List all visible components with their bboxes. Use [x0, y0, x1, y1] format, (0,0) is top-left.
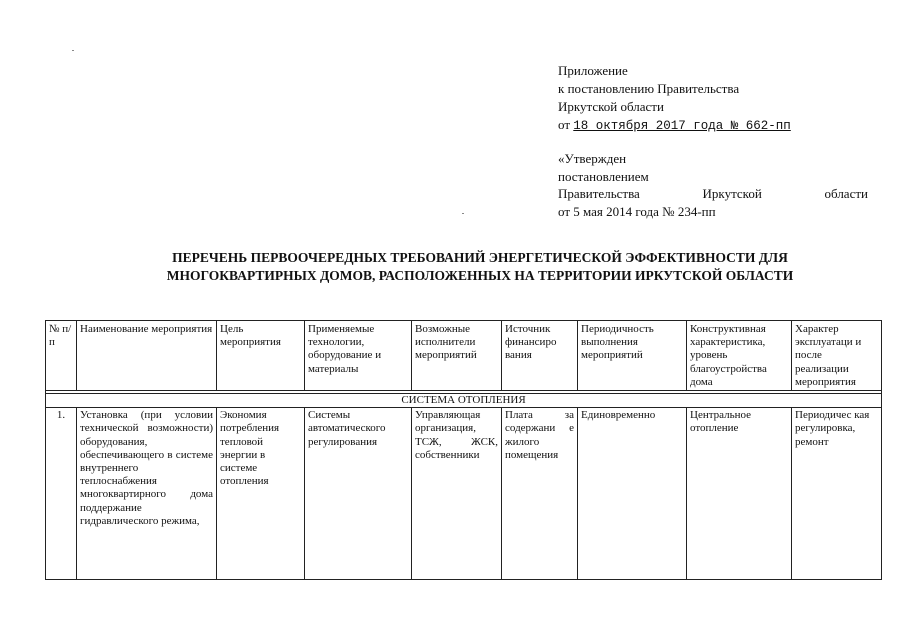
row-design: Центральное отопление [687, 408, 792, 580]
appendix-date-line [558, 116, 791, 135]
appendix-block [558, 62, 791, 135]
row-periodicity: Единовременно [578, 408, 687, 580]
approved-line3-a: Правительства [558, 186, 640, 201]
header-cell: Применяемые технологии, оборудование и материалы [305, 321, 412, 391]
approved-line3 [558, 185, 868, 203]
appendix-line3: Иркутской области [558, 99, 664, 114]
appendix-from-prefix: от [558, 117, 571, 132]
appendix-line2: к постановлению Правительства [558, 81, 740, 96]
row-operation: Периодичес кая регулировка, ремонт [792, 408, 882, 580]
title-line2: МНОГОКВАРТИРНЫХ ДОМОВ, РАСПОЛОЖЕННЫХ НА ТЕРРИТОРИИ ИРКУТСКОЙ ОБЛАСТИ [166, 268, 794, 283]
approved-block [558, 150, 868, 220]
header-cell: Периодичность выполнения мероприятий [578, 321, 687, 391]
requirements-table [45, 320, 882, 580]
appendix-line1: Приложение [558, 63, 628, 78]
row-goal: Экономия потребления тепловой энергии в системе отопления [217, 408, 305, 580]
row-executors: Управляющая организация, ТСЖ, ЖСК, собственники [412, 408, 502, 580]
table-row [46, 408, 882, 580]
approved-line1: «Утвержден [558, 151, 627, 166]
appendix-date-number: 18 октября 2017 года № 662-пп [573, 119, 791, 133]
approved-line2: постановлением [558, 168, 649, 184]
table-header-row [46, 321, 882, 391]
header-cell: Характер эксплуатаци и после реализации мероприятия [792, 321, 882, 391]
row-tech: Системы автоматического регулирования [305, 408, 412, 580]
approved-line4: от 5 мая 2014 года № 234-пп [558, 203, 716, 219]
row-number: 1. [46, 408, 77, 580]
header-cell: Конструктивная характеристика, уровень благоустройства дома [687, 321, 792, 391]
approved-line3-c: области [824, 186, 868, 201]
section-row [46, 394, 882, 408]
header-cell: Источник финансиро вания [502, 321, 578, 391]
document-title [60, 249, 900, 285]
header-cell: Возможные исполнители мероприятий [412, 321, 502, 391]
scan-speck [462, 213, 464, 214]
header-cell: Цель мероприятия [217, 321, 305, 391]
row-name: Установка (при условии технической возможности) оборудования, обеспечивающего в системе внутреннего теплоснабжения многоквартирного дома поддержание гидравлического режима, [77, 408, 217, 580]
header-cell: № п/п [46, 321, 77, 391]
approved-line3-b: Иркутской [702, 186, 762, 201]
scan-speck [72, 50, 74, 51]
row-source: Плата за содержани е жилого помещения [502, 408, 578, 580]
title-line1: ПЕРЕЧЕНЬ ПЕРВООЧЕРЕДНЫХ ТРЕБОВАНИЙ ЭНЕРГЕТИЧЕСКОЙ ЭФФЕКТИВНОСТИ ДЛЯ [172, 250, 788, 265]
header-cell: Наименование мероприятия [77, 321, 217, 391]
section-heading: СИСТЕМА ОТОПЛЕНИЯ [46, 394, 882, 408]
